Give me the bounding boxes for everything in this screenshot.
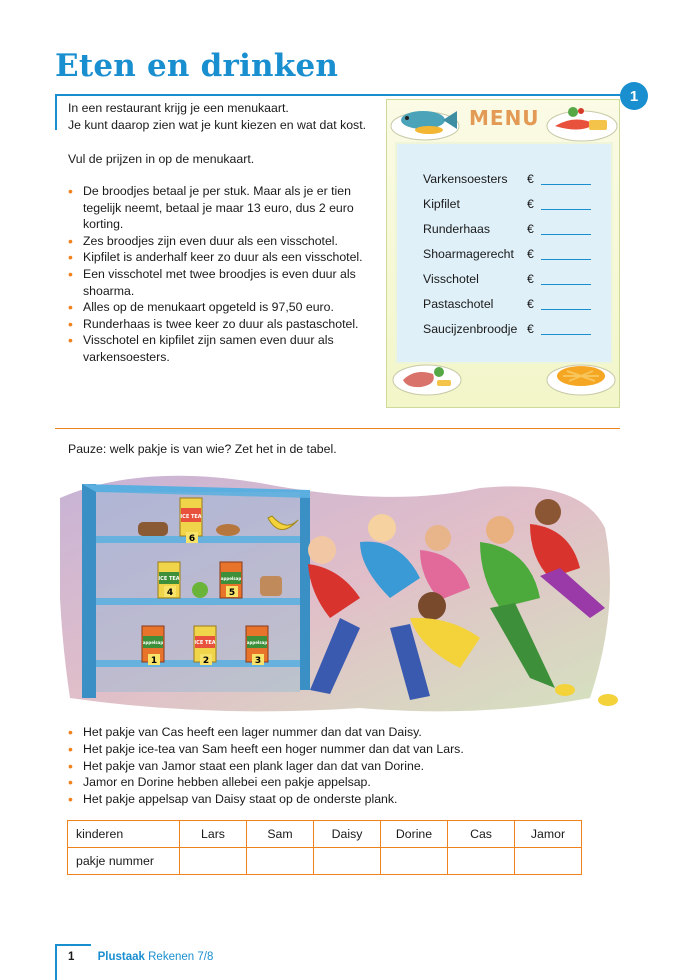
exercise-number-badge: 1 — [620, 82, 648, 110]
menu-item-shoarmagerecht — [423, 241, 603, 266]
carton-label: ICE TEA — [180, 514, 202, 520]
list-item: • Zes broodjes zijn even duur als een visschotel. — [68, 233, 378, 250]
list-item: • De broodjes betaal je per stuk. Maar als je er tien tegelijk neemt, betaal je maar 13 euro, dus 2 euro korting. — [68, 183, 378, 233]
page-number: 1 — [68, 951, 75, 963]
table-header-sam: Sam — [247, 821, 314, 848]
pasta-plate-icon — [545, 354, 617, 398]
table-row-header: pakje nummer — [68, 848, 180, 875]
menu-item-label: Varkensoesters — [423, 171, 508, 186]
list-item: • Runderhaas is twee keer zo duur als pastaschotel. — [68, 316, 378, 333]
carton-label: ICE TEA — [158, 576, 180, 582]
euro-sign: € — [527, 221, 534, 236]
bread-icon — [138, 522, 168, 536]
answer-table — [67, 820, 582, 875]
list-item: • Kipfilet is anderhalf keer zo duur als een visschotel. — [68, 249, 378, 266]
tag-number: 5 — [228, 588, 236, 598]
steak-plate-icon — [391, 354, 463, 398]
menu-item-kipfilet — [423, 191, 603, 216]
apple-icon — [192, 582, 208, 598]
carton-label: appelsap — [220, 576, 242, 581]
pauze-question: Pauze: welk pakje is van wie? Zet het in de tabel. — [68, 442, 337, 456]
list-item: • Het pakje van Cas heeft een lager nummer dan dat van Daisy. — [68, 724, 548, 741]
tag-number: 2 — [202, 656, 210, 666]
answer-cell-dorine[interactable] — [381, 848, 448, 875]
table-header-daisy: Daisy — [314, 821, 381, 848]
menu-item-runderhaas — [423, 216, 603, 241]
tag-number: 3 — [254, 656, 262, 666]
table-header-lars: Lars — [180, 821, 247, 848]
menu-item-label: Shoarmagerecht — [423, 246, 514, 261]
page-footer — [68, 951, 213, 963]
instruction-line: Vul de prijzen in op de menukaart. — [68, 152, 255, 166]
euro-sign: € — [527, 246, 534, 261]
euro-sign: € — [527, 271, 534, 286]
answer-cell-jamor[interactable] — [515, 848, 582, 875]
list-item: • Jamor en Dorine hebben allebei een pakje appelsap. — [68, 774, 548, 791]
footer-brand: Plustaak — [97, 951, 145, 963]
menu-item-label: Visschotel — [423, 271, 479, 286]
menu-title: MENU — [469, 106, 540, 130]
menu-item-saucijzenbroodje — [423, 316, 603, 341]
menu-item-pastaschotel — [423, 291, 603, 316]
menu-item-visschotel — [423, 266, 603, 291]
menu-item-label: Runderhaas — [423, 221, 490, 236]
footer-rule — [55, 944, 57, 980]
table-header-cas: Cas — [448, 821, 515, 848]
price-blank[interactable] — [541, 298, 591, 310]
euro-sign: € — [527, 196, 534, 211]
carton-label: appelsap — [142, 640, 164, 645]
menu-item-label: Kipfilet — [423, 196, 460, 211]
intro-text — [68, 100, 398, 168]
page-title: Eten en drinken — [55, 48, 339, 84]
tag-number: 4 — [166, 588, 174, 598]
carton-label: appelsap — [246, 640, 268, 645]
list-item: • Alles op de menukaart opgeteld is 97,50 euro. — [68, 299, 378, 316]
answer-cell-lars[interactable] — [180, 848, 247, 875]
tag-number: 1 — [150, 656, 158, 666]
toast-icon — [260, 576, 282, 596]
list-item: • Het pakje van Jamor staat een plank lager dan dat van Dorine. — [68, 758, 548, 775]
juice-box-3 — [246, 626, 268, 666]
footer-subject: Rekenen 7/8 — [148, 951, 214, 963]
euro-sign: € — [527, 321, 534, 336]
salmon-plate-icon — [545, 102, 619, 144]
carton-label: ICE TEA — [194, 640, 216, 646]
section-divider — [55, 428, 620, 429]
answer-cell-cas[interactable] — [448, 848, 515, 875]
list-item: • Een visschotel met twee broodjes is even duur als shoarma. — [68, 266, 378, 299]
juice-box-1 — [142, 626, 164, 666]
price-blank[interactable] — [541, 223, 591, 235]
pakje-clues-list — [68, 724, 548, 808]
answer-cell-sam[interactable] — [247, 848, 314, 875]
answer-cell-daisy[interactable] — [314, 848, 381, 875]
menu-card — [386, 99, 620, 408]
menu-item-label: Pastaschotel — [423, 296, 494, 311]
table-row — [68, 821, 582, 848]
menu-items — [423, 166, 603, 341]
menu-clues-list — [68, 183, 378, 366]
euro-sign: € — [527, 296, 534, 311]
price-blank[interactable] — [541, 198, 591, 210]
burger-icon — [216, 524, 240, 536]
tag-number: 6 — [188, 534, 196, 544]
price-blank[interactable] — [541, 248, 591, 260]
footer-rule-top — [55, 944, 91, 946]
price-blank[interactable] — [541, 323, 591, 335]
table-row-header: kinderen — [68, 821, 180, 848]
section-rule — [55, 94, 625, 96]
list-item: • Visschotel en kipfilet zijn samen even duur als varkensoesters. — [68, 332, 378, 365]
juice-box-4 — [158, 562, 180, 598]
table-row — [68, 848, 582, 875]
table-header-dorine: Dorine — [381, 821, 448, 848]
list-item: • Het pakje ice-tea van Sam heeft een hoger nummer dan dat van Lars. — [68, 741, 548, 758]
menu-item-label: Saucijzenbroodje — [423, 321, 518, 336]
menu-item-varkensoesters — [423, 166, 603, 191]
list-item: • Het pakje appelsap van Daisy staat op de onderste plank. — [68, 791, 548, 808]
price-blank[interactable] — [541, 273, 591, 285]
intro-line: Je kunt daarop zien wat je kunt kiezen en wat dat kost. — [68, 118, 367, 132]
shelf-illustration — [60, 468, 620, 718]
section-rule-corner — [55, 94, 57, 130]
intro-line: In een restaurant krijg je een menukaart. — [68, 101, 289, 115]
price-blank[interactable] — [541, 173, 591, 185]
juice-box-5 — [220, 562, 242, 598]
table-header-jamor: Jamor — [515, 821, 582, 848]
juice-box-2 — [194, 626, 216, 666]
euro-sign: € — [527, 171, 534, 186]
fish-plate-icon — [389, 102, 461, 142]
